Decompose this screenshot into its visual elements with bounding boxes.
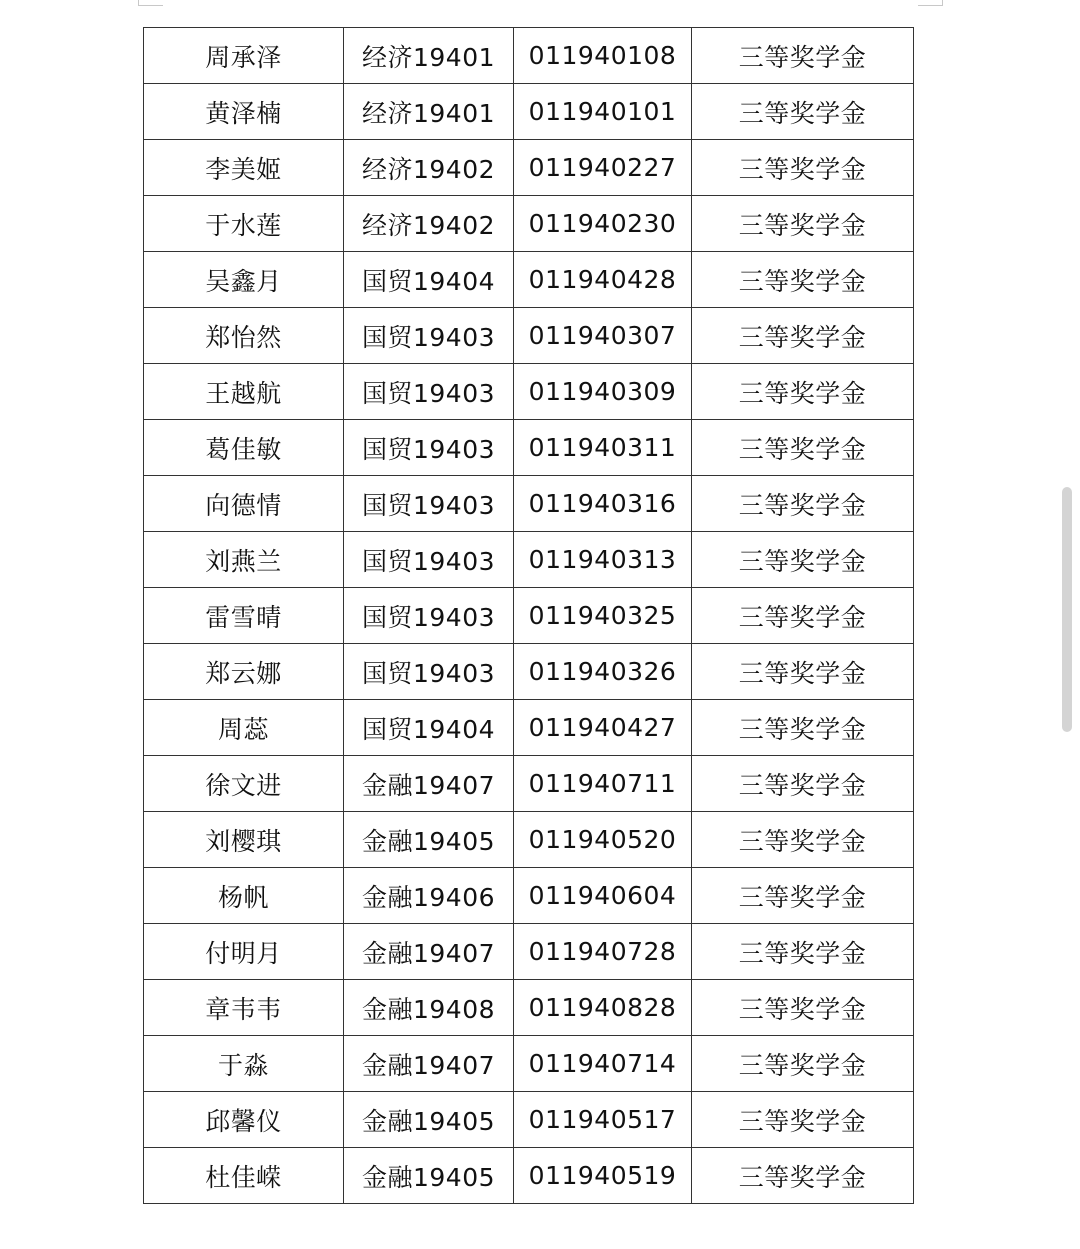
table-row (144, 532, 914, 588)
award-cell: 三等奖学金 (692, 252, 914, 308)
student-id-cell: 011940230 (514, 196, 692, 252)
class-cell: 国贸19403 (344, 420, 514, 476)
class-cell: 国贸19403 (344, 644, 514, 700)
student-id-cell: 011940227 (514, 140, 692, 196)
table-row (144, 1036, 914, 1092)
table-row (144, 196, 914, 252)
student-id-cell: 011940604 (514, 868, 692, 924)
table-row (144, 1148, 914, 1204)
student-name-cell: 雷雪晴 (144, 588, 344, 644)
table-row (144, 252, 914, 308)
student-name-cell: 刘燕兰 (144, 532, 344, 588)
student-name-cell: 杜佳嵘 (144, 1148, 344, 1204)
award-cell: 三等奖学金 (692, 868, 914, 924)
class-cell: 金融19405 (344, 1148, 514, 1204)
student-name-cell: 吴鑫月 (144, 252, 344, 308)
student-name-cell: 付明月 (144, 924, 344, 980)
table-row (144, 700, 914, 756)
class-cell: 国贸19403 (344, 588, 514, 644)
table-row (144, 420, 914, 476)
class-cell: 经济19402 (344, 140, 514, 196)
table-row (144, 308, 914, 364)
table-row (144, 924, 914, 980)
award-cell: 三等奖学金 (692, 924, 914, 980)
award-cell: 三等奖学金 (692, 476, 914, 532)
award-cell: 三等奖学金 (692, 308, 914, 364)
student-id-cell: 011940108 (514, 28, 692, 84)
table-row (144, 140, 914, 196)
table-row (144, 644, 914, 700)
student-name-cell: 葛佳敏 (144, 420, 344, 476)
student-id-cell: 011940309 (514, 364, 692, 420)
class-cell: 金融19405 (344, 812, 514, 868)
student-id-cell: 011940728 (514, 924, 692, 980)
award-cell: 三等奖学金 (692, 364, 914, 420)
class-cell: 经济19402 (344, 196, 514, 252)
class-cell: 金融19407 (344, 756, 514, 812)
student-id-cell: 011940101 (514, 84, 692, 140)
class-cell: 国贸19403 (344, 532, 514, 588)
award-cell: 三等奖学金 (692, 644, 914, 700)
student-name-cell: 黄泽楠 (144, 84, 344, 140)
student-name-cell: 郑怡然 (144, 308, 344, 364)
class-cell: 国贸19403 (344, 308, 514, 364)
award-cell: 三等奖学金 (692, 196, 914, 252)
page-corner-mark-right (918, 0, 943, 6)
award-cell: 三等奖学金 (692, 420, 914, 476)
award-cell: 三等奖学金 (692, 812, 914, 868)
award-cell: 三等奖学金 (692, 1036, 914, 1092)
class-cell: 金融19406 (344, 868, 514, 924)
table-row (144, 588, 914, 644)
student-id-cell: 011940307 (514, 308, 692, 364)
class-cell: 金融19405 (344, 1092, 514, 1148)
class-cell: 国贸19403 (344, 364, 514, 420)
student-name-cell: 郑云娜 (144, 644, 344, 700)
award-cell: 三等奖学金 (692, 756, 914, 812)
class-cell: 经济19401 (344, 28, 514, 84)
table-row (144, 84, 914, 140)
student-name-cell: 杨帆 (144, 868, 344, 924)
student-name-cell: 周蕊 (144, 700, 344, 756)
table-row (144, 980, 914, 1036)
page-corner-mark-left (138, 0, 163, 6)
award-cell: 三等奖学金 (692, 1148, 914, 1204)
table-row (144, 364, 914, 420)
student-id-cell: 011940517 (514, 1092, 692, 1148)
student-id-cell: 011940313 (514, 532, 692, 588)
table-row (144, 476, 914, 532)
student-id-cell: 011940427 (514, 700, 692, 756)
student-name-cell: 邱馨仪 (144, 1092, 344, 1148)
table-row (144, 1092, 914, 1148)
award-cell: 三等奖学金 (692, 84, 914, 140)
table-body (144, 28, 914, 1204)
student-name-cell: 刘樱琪 (144, 812, 344, 868)
vertical-scrollbar[interactable] (1062, 487, 1072, 732)
student-id-cell: 011940311 (514, 420, 692, 476)
award-cell: 三等奖学金 (692, 980, 914, 1036)
student-name-cell: 章韦韦 (144, 980, 344, 1036)
award-cell: 三等奖学金 (692, 1092, 914, 1148)
award-cell: 三等奖学金 (692, 28, 914, 84)
scholarship-table (143, 27, 914, 1204)
student-id-cell: 011940714 (514, 1036, 692, 1092)
class-cell: 经济19401 (344, 84, 514, 140)
student-id-cell: 011940316 (514, 476, 692, 532)
class-cell: 国贸19403 (344, 476, 514, 532)
student-id-cell: 011940520 (514, 812, 692, 868)
class-cell: 金融19407 (344, 924, 514, 980)
student-id-cell: 011940828 (514, 980, 692, 1036)
student-id-cell: 011940325 (514, 588, 692, 644)
student-id-cell: 011940519 (514, 1148, 692, 1204)
table-row (144, 756, 914, 812)
student-name-cell: 徐文进 (144, 756, 344, 812)
student-name-cell: 于淼 (144, 1036, 344, 1092)
table-row (144, 868, 914, 924)
table-row (144, 812, 914, 868)
table-row (144, 28, 914, 84)
student-name-cell: 于水莲 (144, 196, 344, 252)
award-cell: 三等奖学金 (692, 588, 914, 644)
student-name-cell: 周承泽 (144, 28, 344, 84)
award-cell: 三等奖学金 (692, 140, 914, 196)
student-id-cell: 011940711 (514, 756, 692, 812)
class-cell: 金融19408 (344, 980, 514, 1036)
student-name-cell: 王越航 (144, 364, 344, 420)
award-cell: 三等奖学金 (692, 700, 914, 756)
class-cell: 国贸19404 (344, 700, 514, 756)
student-name-cell: 李美姬 (144, 140, 344, 196)
award-cell: 三等奖学金 (692, 532, 914, 588)
student-id-cell: 011940428 (514, 252, 692, 308)
student-name-cell: 向德情 (144, 476, 344, 532)
class-cell: 国贸19404 (344, 252, 514, 308)
student-id-cell: 011940326 (514, 644, 692, 700)
class-cell: 金融19407 (344, 1036, 514, 1092)
